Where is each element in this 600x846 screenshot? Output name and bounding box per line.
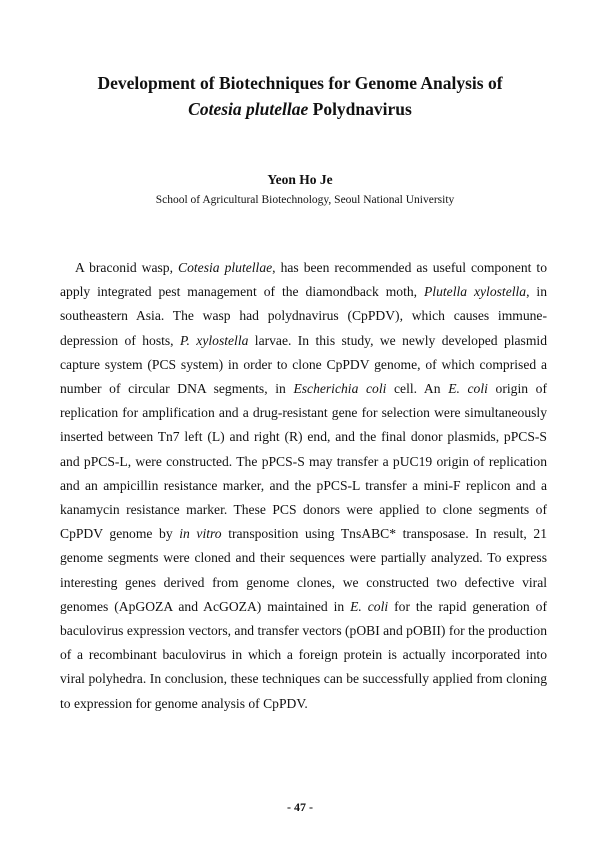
abstract-italic-term: Plutella xylostella xyxy=(424,284,527,300)
abstract-text: cell. An xyxy=(386,381,449,397)
abstract-italic-term: Escherichia coli xyxy=(293,381,387,397)
paper-title-line-1: Development of Biotechniques for Genome Analysis of xyxy=(97,73,503,93)
paper-title-line-2 xyxy=(40,96,560,122)
abstract-text: A braconid wasp, xyxy=(75,260,179,275)
abstract-italic-term: Cotesia plutellae xyxy=(178,260,273,275)
abstract-italic-term: E. coli xyxy=(350,598,389,614)
title-suffix: Polydnavirus xyxy=(308,99,412,119)
abstract-text: origin of replication for amplification and a drug-resistant gene for selection were simultaneously inserted between Tn7 left (L) and right (R) end, and the final donor plasmids, pPCS-S and pPCS-L, were constructed. The pPCS-S may transfer a pUC19 origin of replication and an ampicillin resistance marker, and the pPCS-L transfer a mini-F replicon and a kanamycin resistance marker. These PCS donors were applied to clone segments of CpPDV genome by xyxy=(60,381,547,542)
abstract-italic-term: P. xylostella xyxy=(179,332,249,348)
abstract-text: larvae. In this study, we newly developed plasmid capture system (PCS system) in order to clone CpPDV genome, of which comprised a number of circular DNA segments, in xyxy=(60,332,547,397)
abstract-paragraph xyxy=(60,256,547,716)
page-number: - 47 - xyxy=(287,800,313,814)
abstract-italic-term: in vitro xyxy=(179,526,222,542)
abstract-text: for the rapid generation of baculovirus expression vectors, and transfer vectors (pOBI and pOBII) for the production of a recombinant baculovirus in which a foreign protein is actually incorporated into viral polyhedra. In conclusion, these techniques can be successfully applied from cloning to expression for genome analysis of CpPDV. xyxy=(60,598,547,711)
author-affiliation: School of Agricultural Biotechnology, Seoul National University xyxy=(155,194,455,206)
title-species-name: Cotesia plutellae xyxy=(188,99,309,119)
abstract-italic-term: E. coli xyxy=(448,381,488,397)
abstract-text: , in southeastern Asia. The wasp had polydnavirus (CpPDV), which causes immune-depression of hosts, xyxy=(60,284,547,348)
author-name: Yeon Ho Je xyxy=(267,172,333,187)
abstract-text: transposition using TnsABC* transposase. In result, 21 genome segments were cloned and their sequences were partially analyzed. To express interesting genes derived from genome clones, we constructed two defective viral genomes (ApGOZA and AcGOZA) maintained in xyxy=(60,526,547,614)
abstract-text: , has been recommended as useful component to apply integrated pest management of the diamondback moth, xyxy=(60,260,547,300)
